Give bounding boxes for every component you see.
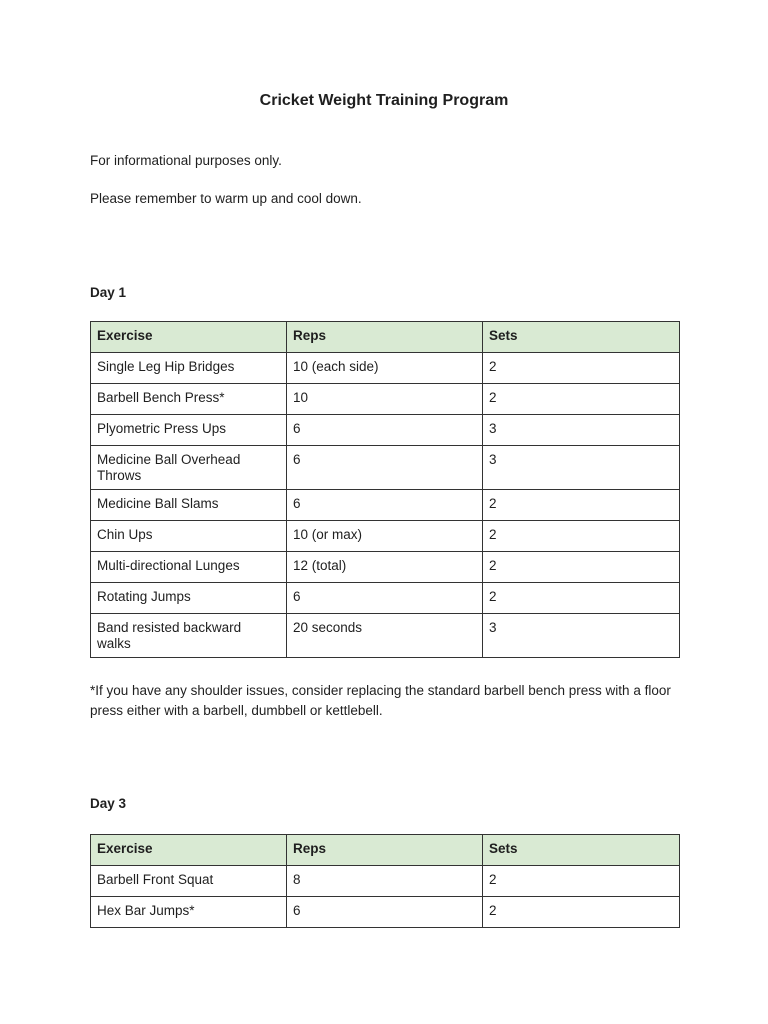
- column-header: Exercise: [91, 835, 287, 866]
- day-1-heading: Day 1: [90, 285, 127, 300]
- reps-cell: 10 (or max): [287, 521, 483, 552]
- exercise-cell: Multi-directional Lunges: [91, 552, 287, 583]
- page-title: Cricket Weight Training Program: [259, 92, 509, 109]
- exercise-cell: Single Leg Hip Bridges: [91, 353, 287, 384]
- intro-line-2: Please remember to warm up and cool down.: [90, 191, 362, 206]
- sets-cell: 2: [483, 866, 680, 897]
- table-header-row: [91, 322, 680, 353]
- reps-cell: 10 (each side): [287, 353, 483, 384]
- sets-cell: 3: [483, 415, 680, 446]
- intro-line-1: For informational purposes only.: [90, 153, 282, 168]
- exercise-cell: Plyometric Press Ups: [91, 415, 287, 446]
- reps-cell: 6: [287, 415, 483, 446]
- sets-cell: 2: [483, 353, 680, 384]
- sets-cell: 3: [483, 614, 680, 658]
- reps-cell: 20 seconds: [287, 614, 483, 658]
- table-row: [91, 415, 680, 446]
- reps-cell: 12 (total): [287, 552, 483, 583]
- day-1-footnote: *If you have any shoulder issues, consider replacing the standard barbell bench press with a floor press either with a barbell, dumbbell or kettlebell.: [90, 683, 671, 718]
- table-row: [91, 866, 680, 897]
- column-header: Sets: [483, 835, 680, 866]
- column-header: Sets: [483, 322, 680, 353]
- exercise-cell: Barbell Front Squat: [91, 866, 287, 897]
- exercise-cell: Barbell Bench Press*: [91, 384, 287, 415]
- table-row: [91, 614, 680, 658]
- sets-cell: 2: [483, 521, 680, 552]
- exercise-cell: Medicine Ball Overhead Throws: [91, 446, 287, 490]
- reps-cell: 6: [287, 583, 483, 614]
- exercise-cell: Chin Ups: [91, 521, 287, 552]
- sets-cell: 2: [483, 583, 680, 614]
- exercise-cell: Band resisted backward walks: [91, 614, 287, 658]
- day-3-heading: Day 3: [90, 796, 127, 811]
- day-1-table: [90, 321, 680, 658]
- column-header: Exercise: [91, 322, 287, 353]
- table-row: [91, 490, 680, 521]
- reps-cell: 8: [287, 866, 483, 897]
- day-3-table: [90, 834, 680, 928]
- table-row: [91, 353, 680, 384]
- sets-cell: 3: [483, 446, 680, 490]
- table-row: [91, 384, 680, 415]
- reps-cell: 6: [287, 446, 483, 490]
- reps-cell: 10: [287, 384, 483, 415]
- sets-cell: 2: [483, 490, 680, 521]
- exercise-cell: Rotating Jumps: [91, 583, 287, 614]
- reps-cell: 6: [287, 490, 483, 521]
- table-row: [91, 521, 680, 552]
- sets-cell: 2: [483, 897, 680, 928]
- column-header: Reps: [287, 322, 483, 353]
- table-row: [91, 897, 680, 928]
- exercise-cell: Hex Bar Jumps*: [91, 897, 287, 928]
- table-header-row: [91, 835, 680, 866]
- sets-cell: 2: [483, 552, 680, 583]
- table-row: [91, 552, 680, 583]
- table-row: [91, 446, 680, 490]
- sets-cell: 2: [483, 384, 680, 415]
- table-row: [91, 583, 680, 614]
- reps-cell: 6: [287, 897, 483, 928]
- column-header: Reps: [287, 835, 483, 866]
- exercise-cell: Medicine Ball Slams: [91, 490, 287, 521]
